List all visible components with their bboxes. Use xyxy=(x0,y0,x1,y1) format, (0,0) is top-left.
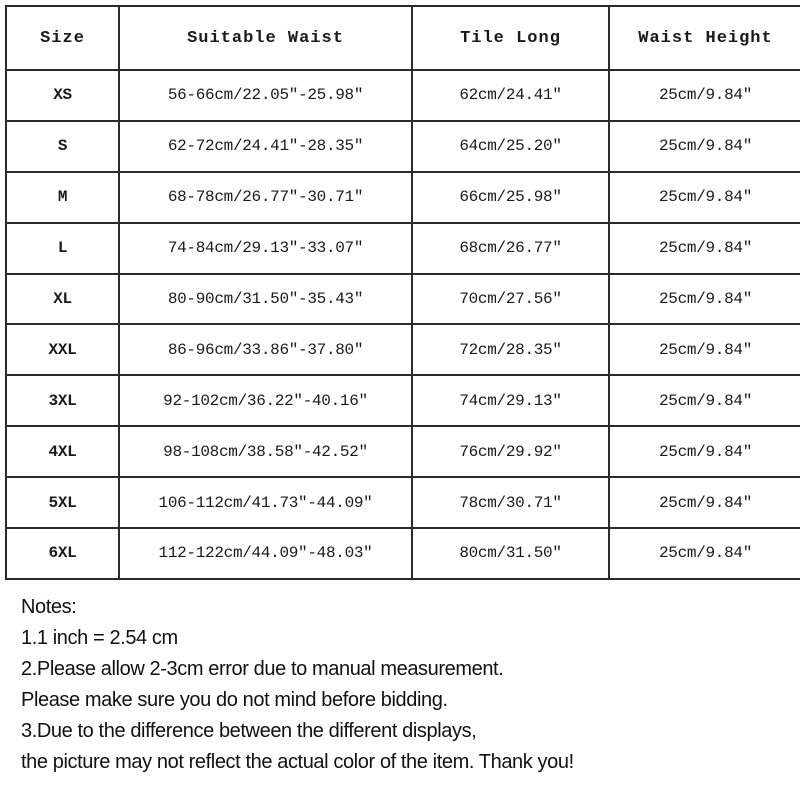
suitable-waist-cell: 112-122cm/44.09″-48.03″ xyxy=(119,528,412,579)
suitable-waist-cell: 86-96cm/33.86″-37.80″ xyxy=(119,324,412,375)
suitable-waist-cell: 92-102cm/36.22″-40.16″ xyxy=(119,375,412,426)
suitable-waist-cell: 62-72cm/24.41″-28.35″ xyxy=(119,121,412,172)
tile-long-cell: 76cm/29.92″ xyxy=(412,426,609,477)
note-line: 2.Please allow 2-3cm error due to manual measurement. xyxy=(21,658,504,680)
table-row xyxy=(6,70,800,121)
waist-height-cell: 25cm/9.84″ xyxy=(609,223,800,274)
note-line: the picture may not reflect the actual color of the item. Thank you! xyxy=(21,751,574,773)
notes-section xyxy=(21,592,574,778)
note-line: Please make sure you do not mind before bidding. xyxy=(21,689,448,711)
size-cell: XS xyxy=(6,70,119,121)
table-row xyxy=(6,274,800,325)
tile-long-cell: 80cm/31.50″ xyxy=(412,528,609,579)
waist-height-cell: 25cm/9.84″ xyxy=(609,324,800,375)
tile-long-cell: 62cm/24.41″ xyxy=(412,70,609,121)
tile-long-cell: 74cm/29.13″ xyxy=(412,375,609,426)
size-cell: XL xyxy=(6,274,119,325)
suitable-waist-cell: 74-84cm/29.13″-33.07″ xyxy=(119,223,412,274)
size-cell: 4XL xyxy=(6,426,119,477)
header-waist-height: Waist Height xyxy=(609,6,800,70)
header-suitable-waist: Suitable Waist xyxy=(119,6,412,70)
table-row xyxy=(6,172,800,223)
size-chart-table xyxy=(5,5,800,580)
table-row xyxy=(6,477,800,528)
tile-long-cell: 64cm/25.20″ xyxy=(412,121,609,172)
table-row xyxy=(6,375,800,426)
waist-height-cell: 25cm/9.84″ xyxy=(609,528,800,579)
header-row xyxy=(6,6,800,70)
suitable-waist-cell: 106-112cm/41.73″-44.09″ xyxy=(119,477,412,528)
waist-height-cell: 25cm/9.84″ xyxy=(609,375,800,426)
tile-long-cell: 70cm/27.56″ xyxy=(412,274,609,325)
waist-height-cell: 25cm/9.84″ xyxy=(609,121,800,172)
table-row xyxy=(6,426,800,477)
table-row xyxy=(6,223,800,274)
note-line: 1.1 inch = 2.54 cm xyxy=(21,627,178,649)
size-cell: XXL xyxy=(6,324,119,375)
size-cell: S xyxy=(6,121,119,172)
suitable-waist-cell: 68-78cm/26.77″-30.71″ xyxy=(119,172,412,223)
size-cell: M xyxy=(6,172,119,223)
size-cell: 5XL xyxy=(6,477,119,528)
tile-long-cell: 72cm/28.35″ xyxy=(412,324,609,375)
tile-long-cell: 68cm/26.77″ xyxy=(412,223,609,274)
header-size: Size xyxy=(6,6,119,70)
header-tile-long: Tile Long xyxy=(412,6,609,70)
waist-height-cell: 25cm/9.84″ xyxy=(609,426,800,477)
tile-long-cell: 78cm/30.71″ xyxy=(412,477,609,528)
size-cell: 3XL xyxy=(6,375,119,426)
waist-height-cell: 25cm/9.84″ xyxy=(609,477,800,528)
tile-long-cell: 66cm/25.98″ xyxy=(412,172,609,223)
suitable-waist-cell: 80-90cm/31.50″-35.43″ xyxy=(119,274,412,325)
suitable-waist-cell: 56-66cm/22.05″-25.98″ xyxy=(119,70,412,121)
table-row xyxy=(6,324,800,375)
note-line: 3.Due to the difference between the different displays, xyxy=(21,720,477,742)
waist-height-cell: 25cm/9.84″ xyxy=(609,274,800,325)
size-cell: 6XL xyxy=(6,528,119,579)
waist-height-cell: 25cm/9.84″ xyxy=(609,172,800,223)
notes-title: Notes: xyxy=(21,596,77,618)
table-row xyxy=(6,121,800,172)
waist-height-cell: 25cm/9.84″ xyxy=(609,70,800,121)
table-row xyxy=(6,528,800,579)
suitable-waist-cell: 98-108cm/38.58″-42.52″ xyxy=(119,426,412,477)
size-cell: L xyxy=(6,223,119,274)
